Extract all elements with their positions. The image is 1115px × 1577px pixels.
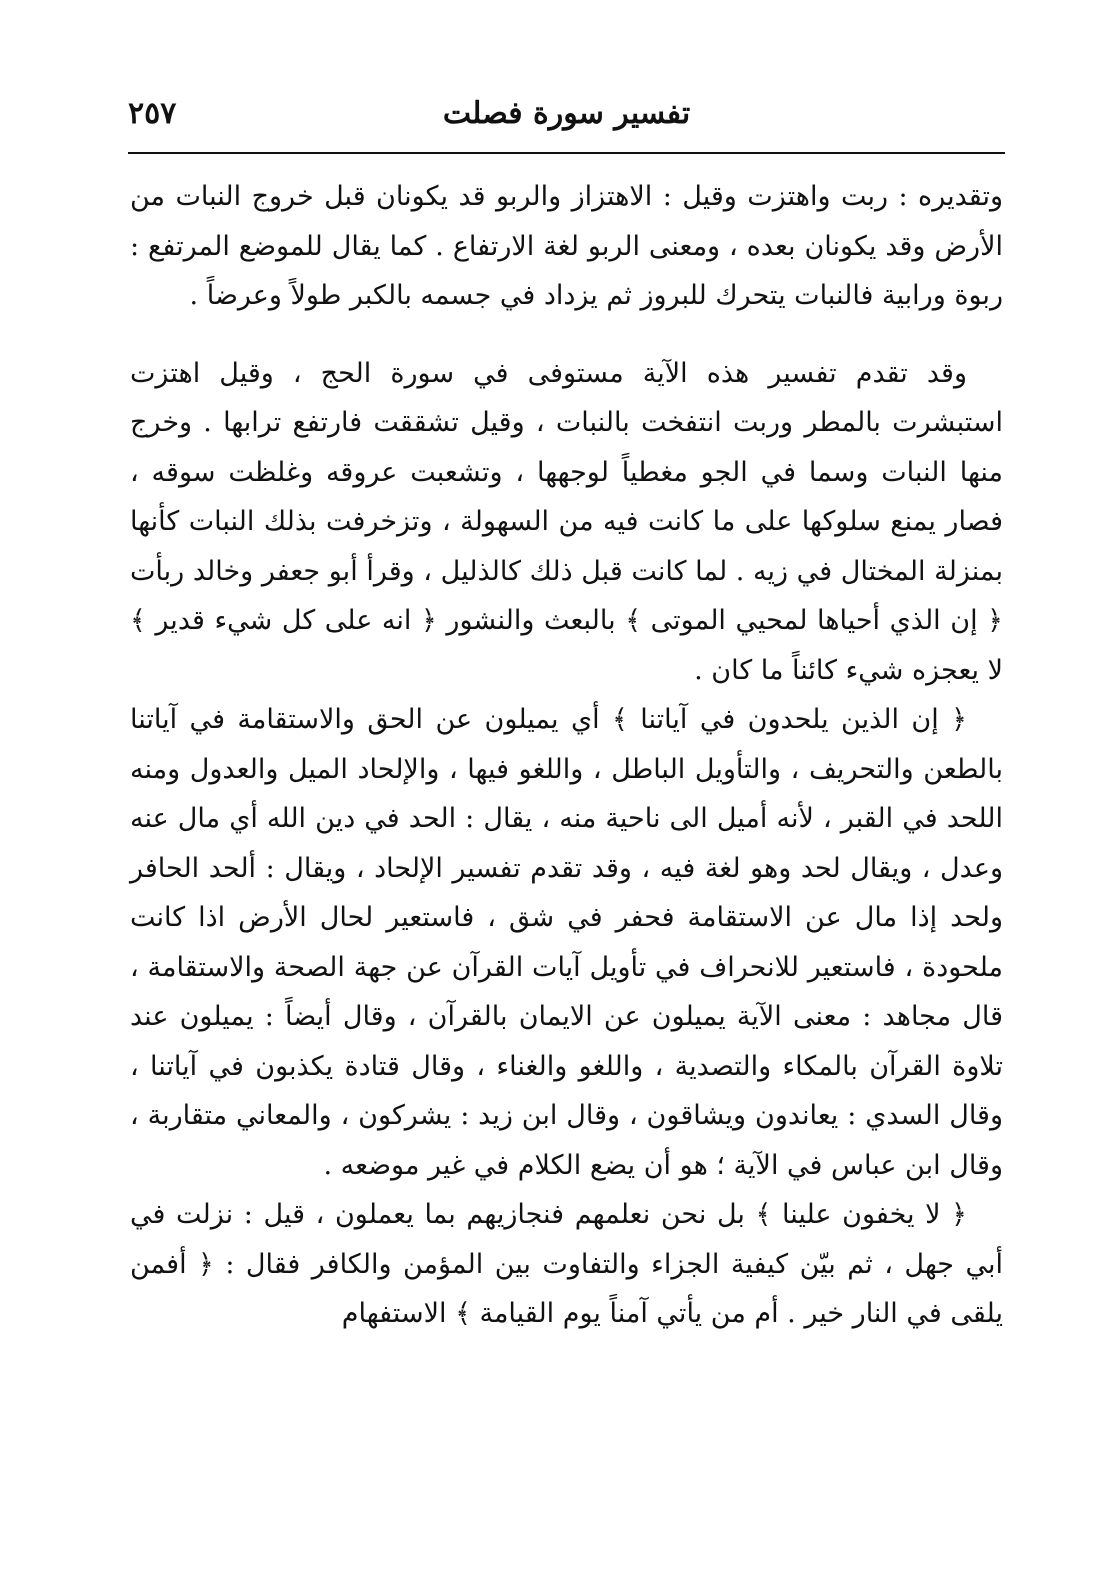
paragraph-3: ﴿ إن الذين يلحدون في آياتنا ﴾ أي يميلون عن الحق والاستقامة في آياتنا بالطعن والتحريف ، والتأويل الباطل ، واللغو فيها ، والإلحاد الميل والعدول ومنه اللحد في القبر ، لأنه أميل الى ناحية منه ، يقال : الحد في دين الله أي مال عنه وعدل ، ويقال لحد وهو لغة فيه ، وقد تقدم تفسير الإلحاد ، ويقال : ألحد الحافر ولحد إذا مال عن الاستقامة فحفر في شق ، فاستعير لحال الأرض اذا كانت ملحودة ، فاستعير للانحراف في تأويل آيات القرآن عن جهة الصحة والاستقامة ، قال مجاهد : معنى الآية يميلون عن الايمان بالقرآن ، وقال أيضاً : يميلون عند تلاوة القرآن بالمكاء والتصدية ، واللغو والغناء ، وقال قتادة يكذبون في آياتنا ، وقال السدي : يعاندون ويشاقون ، وقال ابن زيد : يشركون ، والمعاني متقاربة ، وقال ابن عباس في الآية ؛ هو أن يضع الكلام في غير موضعه . (130, 704, 1003, 1181)
paragraph-2: وقد تقدم تفسير هذه الآية مستوفى في سورة الحج ، وقيل اهتزت استبشرت بالمطر وربت انتفخت بالنبات ، وقيل تشققت فارتفع ترابها . وخرج منها النبات وسما في الجو مغطياً لوجهها ، وتشعبت عروقه وغلظت سوقه ، فصار يمنع سلوكها على ما كانت فيه من السهولة ، وتزخرفت بذلك النبات كأنها بمنزلة المختال في زيه . لما كانت قبل ذلك كالذليل ، وقرأ أبو جعفر وخالد ربأت ﴿ إن الذي أحياها لمحيي الموتى ﴾ بالبعث والنشور ﴿ انه على كل شيء قدير ﴾ لا يعجزه شيء كائناً ما كان . (130, 357, 1003, 686)
running-title: تفسير سورة فصلت (442, 96, 691, 131)
page-header (128, 88, 1005, 152)
page-number: ٢٥٧ (128, 96, 177, 131)
header-rule (128, 152, 1005, 154)
page-body (130, 172, 1003, 1339)
paragraph-1: وتقديره : ربت واهتزت وقيل : الاهتزاز والربو قد يكونان قبل خروج النبات من الأرض وقد يكونان بعده ، ومعنى الربو لغة الارتفاع . كما يقال للموضع المرتفع : ربوة ورابية فالنبات يتحرك للبروز ثم يزداد في جسمه بالكبر طولاً وعرضاً . (130, 181, 1003, 311)
paragraph-4: ﴿ لا يخفون علينا ﴾ بل نحن نعلمهم فنجازيهم بما يعملون ، قيل : نزلت في أبي جهل ، ثم بيّن كيفية الجزاء والتفاوت بين المؤمن والكافر فقال : ﴿ أفمن يلقى في النار خير . أم من يأتي آمناً يوم القيامة ﴾ الاستفهام (130, 1199, 1003, 1329)
